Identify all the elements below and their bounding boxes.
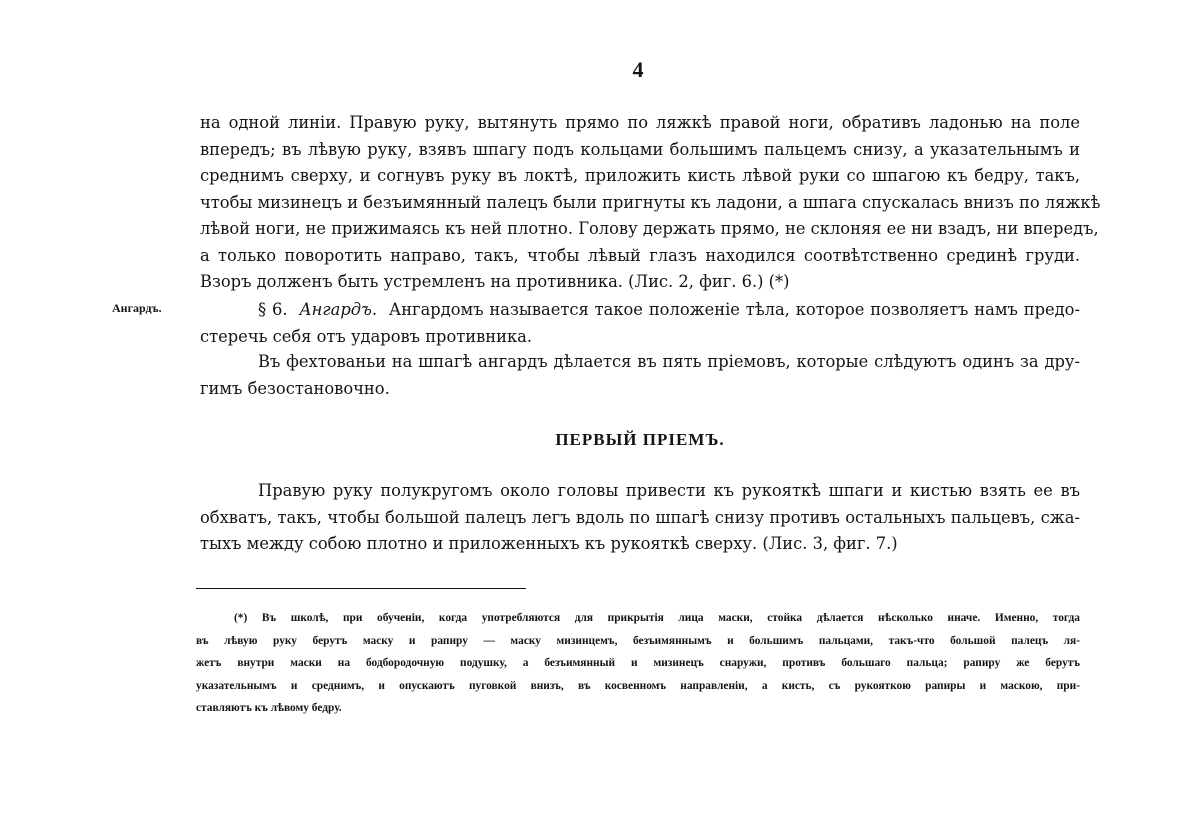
paragraph-first-step xyxy=(200,478,1080,558)
text-line: стеречь себя отъ ударовъ противника. xyxy=(200,326,533,346)
text-line: среднимъ сверху, и согнувъ руку въ локтѣ, приложить кисть лѣвой руки со шпагою къ бедру, такъ, xyxy=(200,166,1080,185)
text-line: на одной линіи. Правую руку, вытянуть прямо по ляжкѣ правой ноги, обративъ ладонью на поле xyxy=(200,113,1080,132)
footnote xyxy=(196,607,1080,720)
footnote-line: указательнымъ и среднимъ, и опускаютъ пуговкой внизъ, въ косвенномъ направленіи, а кисть, съ рукояткою рапиры и маскою, при- xyxy=(196,679,1080,692)
section-title: Ангардъ. xyxy=(299,300,378,319)
section-heading: ПЕРВЫЙ ПРІЕМЪ. xyxy=(555,430,725,449)
margin-note: Ангардъ. xyxy=(112,301,162,315)
section-mark: § 6. xyxy=(258,300,288,319)
paragraph-five-steps xyxy=(200,349,1080,402)
paragraph-section-6 xyxy=(200,297,1080,350)
footnote-divider xyxy=(196,588,526,589)
text-line: тыхъ между собою плотно и приложенныхъ къ рукояткѣ сверху. (Лис. 3, фиг. 7.) xyxy=(200,534,898,553)
text-line: Правую руку полукругомъ около головы привести къ рукояткѣ шпаги и кистью взять ее въ xyxy=(258,481,1080,500)
text-line: а только поворотить направо, такъ, чтобы лѣвый глазъ находился соотвѣтственно срединѣ груди. xyxy=(200,245,1080,265)
text-line: чтобы мизинецъ и безъимянный палецъ были пригнуты къ ладони, а шпага спускалась внизъ по ляжкѣ xyxy=(200,192,1101,212)
text-line: гимъ безостановочно. xyxy=(200,378,390,398)
text-line: Взоръ долженъ быть устремленъ на противника. (Лис. 2, фиг. 6.) (*) xyxy=(200,272,790,291)
paragraph-stance-continuation xyxy=(200,110,1101,296)
text-line: обхватъ, такъ, чтобы большой палецъ легъ вдоль по шпагѣ снизу противъ остальныхъ пальцевъ, сжа- xyxy=(200,507,1080,527)
text-line: Въ фехтованьи на шпагѣ ангардъ дѣлается въ пять пріемовъ, которые слѣдуютъ одинъ за дру- xyxy=(258,352,1080,371)
footnote-line: ставляютъ къ лѣвому бедру. xyxy=(196,702,342,714)
section-text: Ангардомъ называется такое положеніе тѣла, которое позволяетъ намъ предо- xyxy=(388,300,1080,319)
text-line: впередъ; въ лѣвую руку, взявъ шпагу подъ кольцами большимъ пальцемъ снизу, а указательнымъ и xyxy=(200,139,1080,159)
text-line: лѣвой ноги, не прижимаясь къ ней плотно. Голову держать прямо, не склоняя ее ни взадъ, ни впередъ, xyxy=(200,219,1099,238)
footnote-line: жетъ внутри маски на бодбородочную подушку, а безъимянный и мизинецъ снаружи, противъ большаго пальца; рапиру же берутъ xyxy=(196,657,1080,669)
text-line xyxy=(200,297,1080,324)
page-number: 4 xyxy=(632,57,644,82)
footnote-line: въ лѣвую руку берутъ маску и рапиру — маску мизинцемъ, безъимяннымъ и большимъ пальцами, такъ-что большой палецъ ля- xyxy=(196,634,1080,647)
footnote-line: (*) Въ школѣ, при обученіи, когда употребляются для прикрытія лица маски, стойка дѣлается нѣсколько иначе. Именно, тогда xyxy=(234,612,1080,624)
